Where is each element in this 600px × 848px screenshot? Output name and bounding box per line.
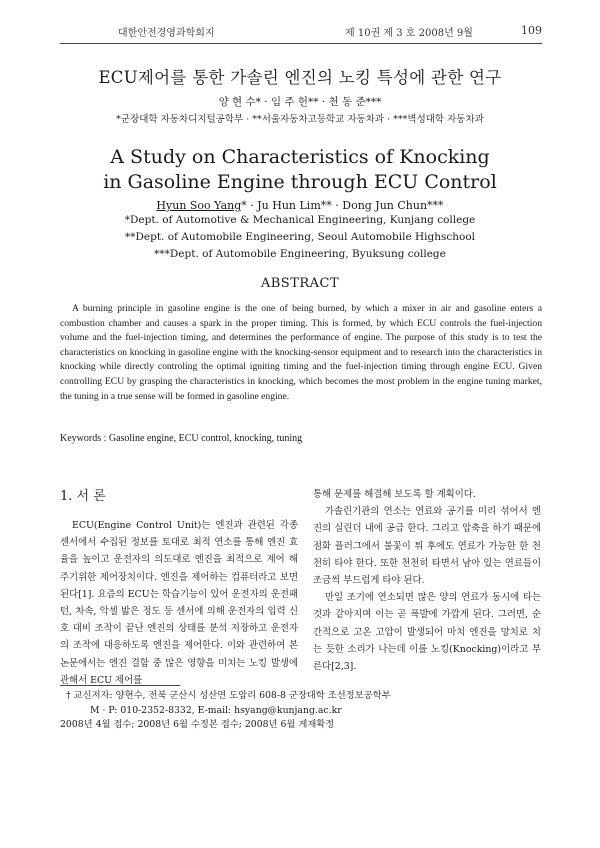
first-author: Hyun Soo Yang <box>156 199 242 212</box>
english-title <box>40 145 560 195</box>
header-rule <box>60 43 542 44</box>
dates-note: 2008년 4월 접수; 2008년 6월 수정본 접수; 2008년 6월 게재확정 <box>60 719 335 730</box>
affiliation-1: *Dept. of Automotive & Mechanical Engineering, Kunjang college <box>124 214 476 226</box>
corresponding-author-note: † 교신저자: 양현수, 전북 군산시 성산면 도암리 608-8 군장대학 조선정보공학부 <box>66 690 391 701</box>
intro-paragraph-2: 가솔린기관의 연소는 연료와 공기를 미리 섞어서 엔진의 실린더 내에 공급 한다. 그리고 압축을 하기 때문에 점화 플러그에서 불꽃이 튀 후에도 연료가 가능한 한 천천히 타야 한다. 또한 천천히 타면서 남아 있는 연료들이 조금씩 부드럽게 타야 된다. <box>313 506 541 587</box>
english-authors <box>40 199 560 212</box>
korean-title: ECU제어를 통한 가솔린 엔진의 노킹 특성에 관한 연구 <box>98 68 502 87</box>
korean-affiliations: *군장대학 자동차디지털공학부 · **서울자동차고등학교 자동차과 · ***벽성대학 자동차과 <box>116 114 484 125</box>
korean-authors: 양 현 수* · 임 주 헌** · 천 동 준*** <box>218 96 382 108</box>
journal-name: 대한안전경영과학회지 <box>118 28 215 39</box>
running-head <box>60 24 542 40</box>
abstract-text: A burning principle in gasoline engine is the one of being burned, by which a mixer in air and gasoline enters a combustion chamber and causes a spark in the proper timing. This is formed, by which ECU controls the fuel-injection volume and the fuel-injection timing, and determines the performance of engine. The purpose of this study is to test the characteristics on knocking in gasoline engine with the knocking-sensor equipment and to research into the characteristics in knocking while directly controling the optimal igniting timing and the fuel-injection timing through engine ECU. Given controlling ECU by grasping the characteristics in knocking, which becomes the most problem in the engine tuning market, the tuning in a true sense will be formed in gasoline engine. <box>60 303 542 402</box>
footnotes <box>60 689 542 733</box>
affiliation-2: **Dept. of Automobile Engineering, Seoul Automobile Highschool <box>124 231 476 243</box>
affiliation-3: ***Dept. of Automobile Engineering, Byuksung college <box>154 248 446 260</box>
abstract-heading: ABSTRACT <box>260 276 340 291</box>
section-heading: 1. 서 론 <box>60 489 106 504</box>
english-affiliations <box>40 212 560 263</box>
english-title-line-2: in Gasoline Engine through ECU Control <box>103 171 497 193</box>
left-column <box>60 485 298 689</box>
intro-paragraph-1: ECU(Engine Control Unit)는 엔진과 관련된 각종 센서에서 수집된 정보를 토대로 최적 연소를 통해 엔진 효율을 높이고 운전자의 의도대로 엔진을 최적으로 제어 해 주기위한 제어장치이다. 엔진을 제어하는 컴퓨터라고 보면 된다[1]. 요즘의 ECU는 학습기능이 있어 운전자의 운전패턴, 차속, 악셀 밟은 정도 등 센서에 의해 운전자의 입력 신호 대비 조작이 끝난 엔진의 상태를 분석 저장하고 운전자의 조작에 대응하도록 엔진을 제어한다. 이와 관련하여 본 논문에서는 엔진 결함 중 많은 영향을 미치는 노킹 발생에 관해서 ECU 제어를 <box>60 520 298 686</box>
page-number: 109 <box>521 24 542 37</box>
first-author-mark: * <box>241 199 247 212</box>
english-title-line-1: A Study on Characteristics of Knocking <box>110 146 490 168</box>
right-column <box>313 486 541 675</box>
contact-note: M · P: 010-2352-8332, E-mail: hsyang@kunjang.ac.kr <box>90 704 342 716</box>
intro-paragraph-3: 만일 조기에 연소되면 많은 양의 연료가 동시에 타는 것과 같아지며 이는 곧 폭발에 가깝게 된다. 그러면, 순간적으로 고온 고압이 발생되어 마치 엔진을 망치로 치는 듯한 소리가 나는데 이를 노킹(Knocking)이라고 부른다[2,3]. <box>313 592 541 673</box>
other-authors: · Ju Hun Lim** · Dong Jun Chun*** <box>246 199 444 212</box>
keywords: Keywords : Gasoline engine, ECU control, knocking, tuning <box>60 433 303 444</box>
intro-paragraph-1-continued: 통해 문제를 해결해 보도록 할 계획이다. <box>313 489 476 500</box>
volume-info: 제 10권 제 3 호 2008년 9월 <box>345 28 473 39</box>
footnote-rule <box>60 685 180 686</box>
